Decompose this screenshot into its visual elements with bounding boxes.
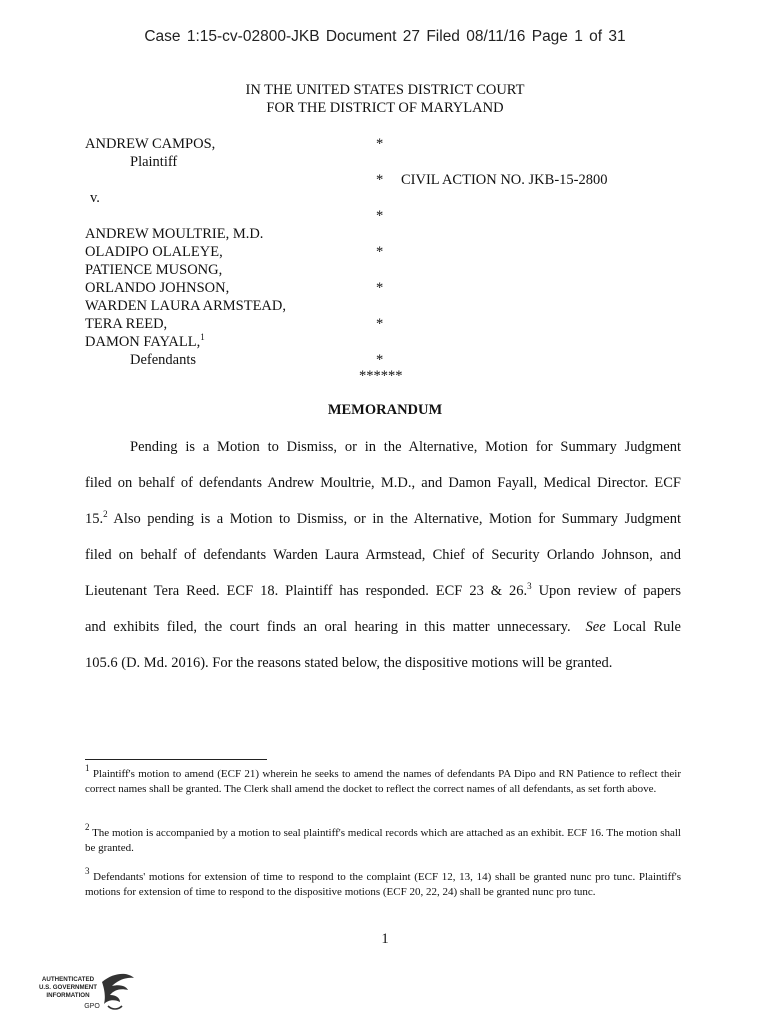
- defendant-name-fayall: [85, 334, 205, 351]
- footnote-mark: 1: [85, 763, 90, 773]
- body-text: 15.: [85, 511, 104, 527]
- body-line-6: [85, 619, 681, 636]
- signal-see: See: [585, 619, 606, 635]
- body-text: Lieutenant Tera Reed. ECF 18. Plaintiff has responded. ECF 23 & 26.: [85, 583, 528, 599]
- court-name-line2: FOR THE DISTRICT OF MARYLAND: [266, 100, 504, 116]
- body-line-2: filed on behalf of defendants Andrew Moultrie, M.D., and Damon Fayall, Medical Director. ECF: [85, 475, 681, 491]
- caption-star: *: [376, 316, 384, 332]
- body-line-5: [85, 583, 681, 600]
- footnote-ref: 2: [103, 509, 108, 519]
- logo-mark: GPO: [84, 1003, 100, 1010]
- caption-star: *: [376, 172, 384, 188]
- defendant-name: DAMON FAYALL,: [85, 334, 201, 350]
- footnote-text: The motion is accompanied by a motion to seal plaintiff's medical records which are attached as an exhibit. ECF 16. The motion shall be granted.: [85, 827, 681, 854]
- defendant-name: WARDEN LAURA ARMSTEAD,: [85, 298, 286, 314]
- defendant-name: ANDREW MOULTRIE, M.D.: [85, 226, 264, 242]
- caption-separator: ******: [359, 368, 403, 384]
- defendant-name: OLADIPO OLALEYE,: [85, 244, 223, 260]
- caption-star: *: [376, 208, 384, 224]
- civil-action-number: CIVIL ACTION NO. JKB-15-2800: [401, 172, 608, 188]
- page-number: 1: [381, 931, 389, 947]
- caption-star: *: [376, 244, 384, 260]
- plaintiff-role: Plaintiff: [130, 154, 178, 170]
- logo-text: U.S. GOVERNMENT: [38, 984, 98, 991]
- eagle-icon: [102, 974, 134, 1009]
- body-text: Local Rule: [605, 619, 681, 635]
- caption-star: *: [376, 280, 384, 296]
- defendant-name: TERA REED,: [85, 316, 168, 332]
- body-text: and exhibits filed, the court finds an oral hearing in this matter unnecessary.: [85, 619, 586, 635]
- footnote-ref: 3: [527, 581, 532, 591]
- footnote-2: [85, 822, 681, 856]
- defendant-name: ORLANDO JOHNSON,: [85, 280, 230, 296]
- logo-text: INFORMATION: [46, 992, 90, 999]
- defendant-name: PATIENCE MUSONG,: [85, 262, 223, 278]
- footnote-3: [85, 866, 681, 900]
- body-text: Also pending is a Motion to Dismiss, or in the Alternative, Motion for Summary Judgment: [107, 511, 681, 527]
- footnote-ref: 1: [200, 332, 205, 342]
- footnote-text: Defendants' motions for extension of time to respond to the complaint (ECF 12, 13, 14) shall be granted nunc pro tunc. Plaintiff's motions for extension of time to respond to the dispositive motions (ECF 20, 22, 24) shall be granted nunc pro tunc.: [85, 871, 681, 898]
- case-header: Case 1:15-cv-02800-JKB Document 27 Filed 08/11/16 Page 1 of 31: [144, 28, 626, 45]
- body-text: Upon review of papers: [531, 583, 681, 599]
- document-title: MEMORANDUM: [327, 402, 443, 418]
- logo-text: AUTHENTICATED: [41, 976, 95, 983]
- versus: v.: [90, 190, 100, 206]
- court-name-line1: IN THE UNITED STATES DISTRICT COURT: [245, 82, 525, 98]
- body-line-4: filed on behalf of defendants Warden Laura Armstead, Chief of Security Orlando Johnson, and: [85, 547, 681, 563]
- footnote-divider: [85, 759, 267, 760]
- body-line-1: Pending is a Motion to Dismiss, or in the Alternative, Motion for Summary Judgment: [130, 439, 681, 455]
- body-line-7: 105.6 (D. Md. 2016). For the reasons stated below, the dispositive motions will be granted.: [85, 655, 613, 671]
- caption-star: *: [376, 352, 384, 368]
- footnote-mark: 3: [85, 866, 90, 876]
- footnote-text: Plaintiff's motion to amend (ECF 21) wherein he seeks to amend the names of defendants PA Dipo and RN Patience to reflect their correct names shall be granted. The Clerk shall amend the docket to reflect the correct names of all defendants, as set forth above.: [85, 768, 681, 795]
- footnote-mark: 2: [85, 822, 90, 832]
- gpo-authenticated-logo: [30, 968, 140, 1016]
- plaintiff-name: ANDREW CAMPOS,: [85, 136, 216, 152]
- caption-star: *: [376, 136, 384, 152]
- footnote-1: [85, 763, 681, 797]
- defendants-role: Defendants: [130, 352, 197, 368]
- body-line-3: [85, 511, 681, 528]
